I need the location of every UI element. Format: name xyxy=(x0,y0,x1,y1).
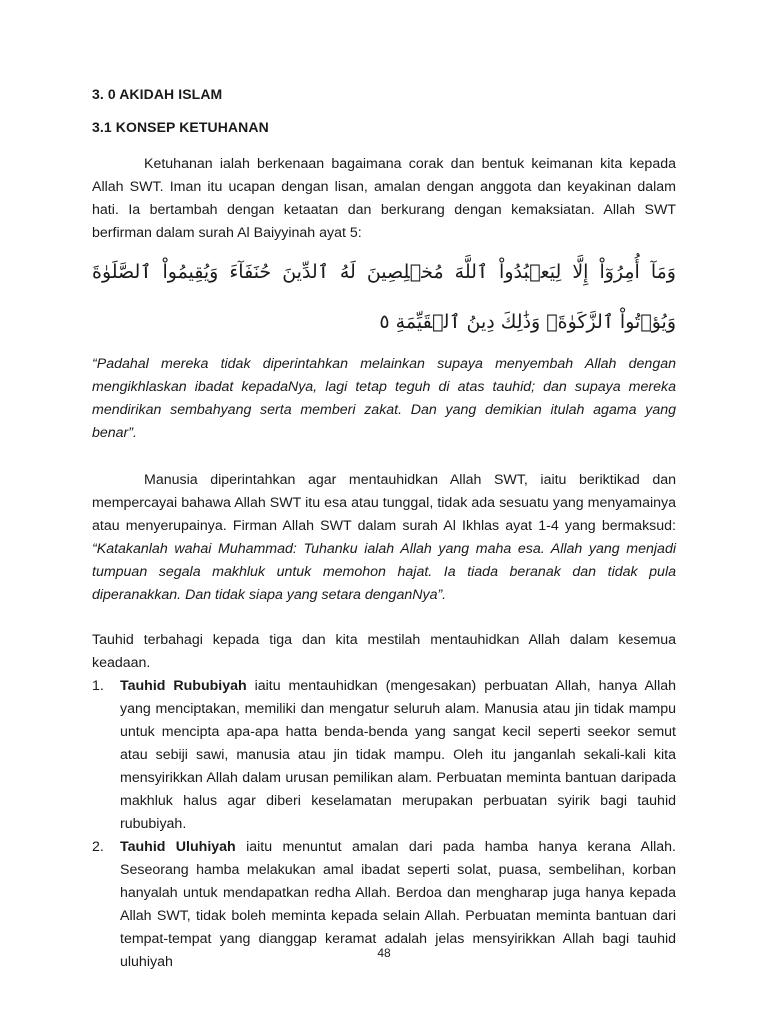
list-item-text: iaitu mentauhidkan (mengesakan) perbuatan Allah, hanya Allah yang menciptakan, memiliki dan mengatur seluruh alam. Manusia atau jin tidak mampu untuk mencipta apa-apa hatta benda-benda yang sangat kecil seperti seekor semut atau sebiji sawi, manusia atau jin tidak mampu. Oleh itu janganlah sekali-kali kita mensyirikkan Allah dalam urusan pemilikan alam. Perbuatan meminta bantuan daripada makhluk halus agar diberi keselamatan merupakan perbuatan syirik bagi tauhid rububiyah. xyxy=(120,678,676,832)
tauhid-paragraph xyxy=(92,469,676,607)
tauhid-division-paragraph: Tauhid terbahagi kepada tiga dan kita mestilah mentauhidkan Allah dalam kesemua keadaan. xyxy=(92,632,676,671)
arabic-verse: وَمَآ أُمِرُوٓاْ إِلَّا لِيَعۡبُدُواْ ٱللَّهَ مُخۡلِصِينَ لَهُ ٱلدِّينَ حُنَفَآءَ وَيُقِيمُواْ ٱلصَّلَوٰةَ وَيُؤۡتُواْ ٱلزَّكَوٰةَۚ وَذَٰلِكَ دِينُ ٱلۡقَيِّمَةِ ٥ xyxy=(92,261,676,333)
list-item-term: Tauhid Uluhiyah xyxy=(120,839,236,855)
list-item-number: 2. xyxy=(92,839,104,855)
tauhid-paragraph-text: Manusia diperintahkan agar mentauhidkan Allah SWT, iaitu beriktikad dan mempercayai bahawa Allah SWT itu esa atau tunggal, tidak ada sesuatu yang menyamainya atau menyerupainya. Firman Allah SWT dalam surah Al Ikhlas ayat 1-4 yang bermaksud: xyxy=(92,472,676,534)
list-item-text: iaitu menuntut amalan dari pada hamba hanya kerana Allah. Seseorang hamba melakukan amal ibadat seperti solat, puasa, sembelihan, korban hanyalah untuk mendapatkan redha Allah. Berdoa dan mengharap juga hanya kepada Allah SWT, tidak boleh meminta kepada selain Allah. Perbuatan meminta bantuan dari tempat-tempat yang dianggap keramat adalah jelas mensyirikkan Allah bagi tauhid uluhiyah xyxy=(120,839,677,970)
page-number: 48 xyxy=(377,946,391,960)
verse-translation: “Padahal mereka tidak diperintahkan melainkan supaya menyembah Allah dengan mengikhlaskan ibadat kepadaNya, lagi tetap teguh di atas tauhid; dan supaya mereka mendirikan sembahyang serta memberi zakat. Dan yang demikian itulah agama yang benar”. xyxy=(92,356,676,441)
intro-paragraph: Ketuhanan ialah berkenaan bagaimana corak dan bentuk keimanan kita kepada Allah SWT. Iman itu ucapan dengan lisan, amalan dengan anggota dan keyakinan dalam hati. Ia bertambah dengan ketaatan dan berkurang dengan kemaksiatan. Allah SWT berfirman dalam surah Al Baiyyinah ayat 5: xyxy=(92,156,676,241)
list-item xyxy=(92,675,676,836)
al-ikhlas-quote: “Katakanlah wahai Muhammad: Tuhanku ialah Allah yang maha esa. Allah yang menjadi tumpuan segala makhluk untuk memohon hajat. Ia tiada beranak dan tidak pula diperanakkan. Dan tidak siapa yang setara denganNya”. xyxy=(92,541,676,603)
page-content xyxy=(92,86,676,974)
subsection-heading: 3.1 KONSEP KETUHANAN xyxy=(92,119,269,135)
tauhid-list xyxy=(92,675,676,974)
section-heading: 3. 0 AKIDAH ISLAM xyxy=(92,86,223,102)
list-item-term: Tauhid Rububiyah xyxy=(120,678,247,694)
list-item-number: 1. xyxy=(92,678,104,694)
